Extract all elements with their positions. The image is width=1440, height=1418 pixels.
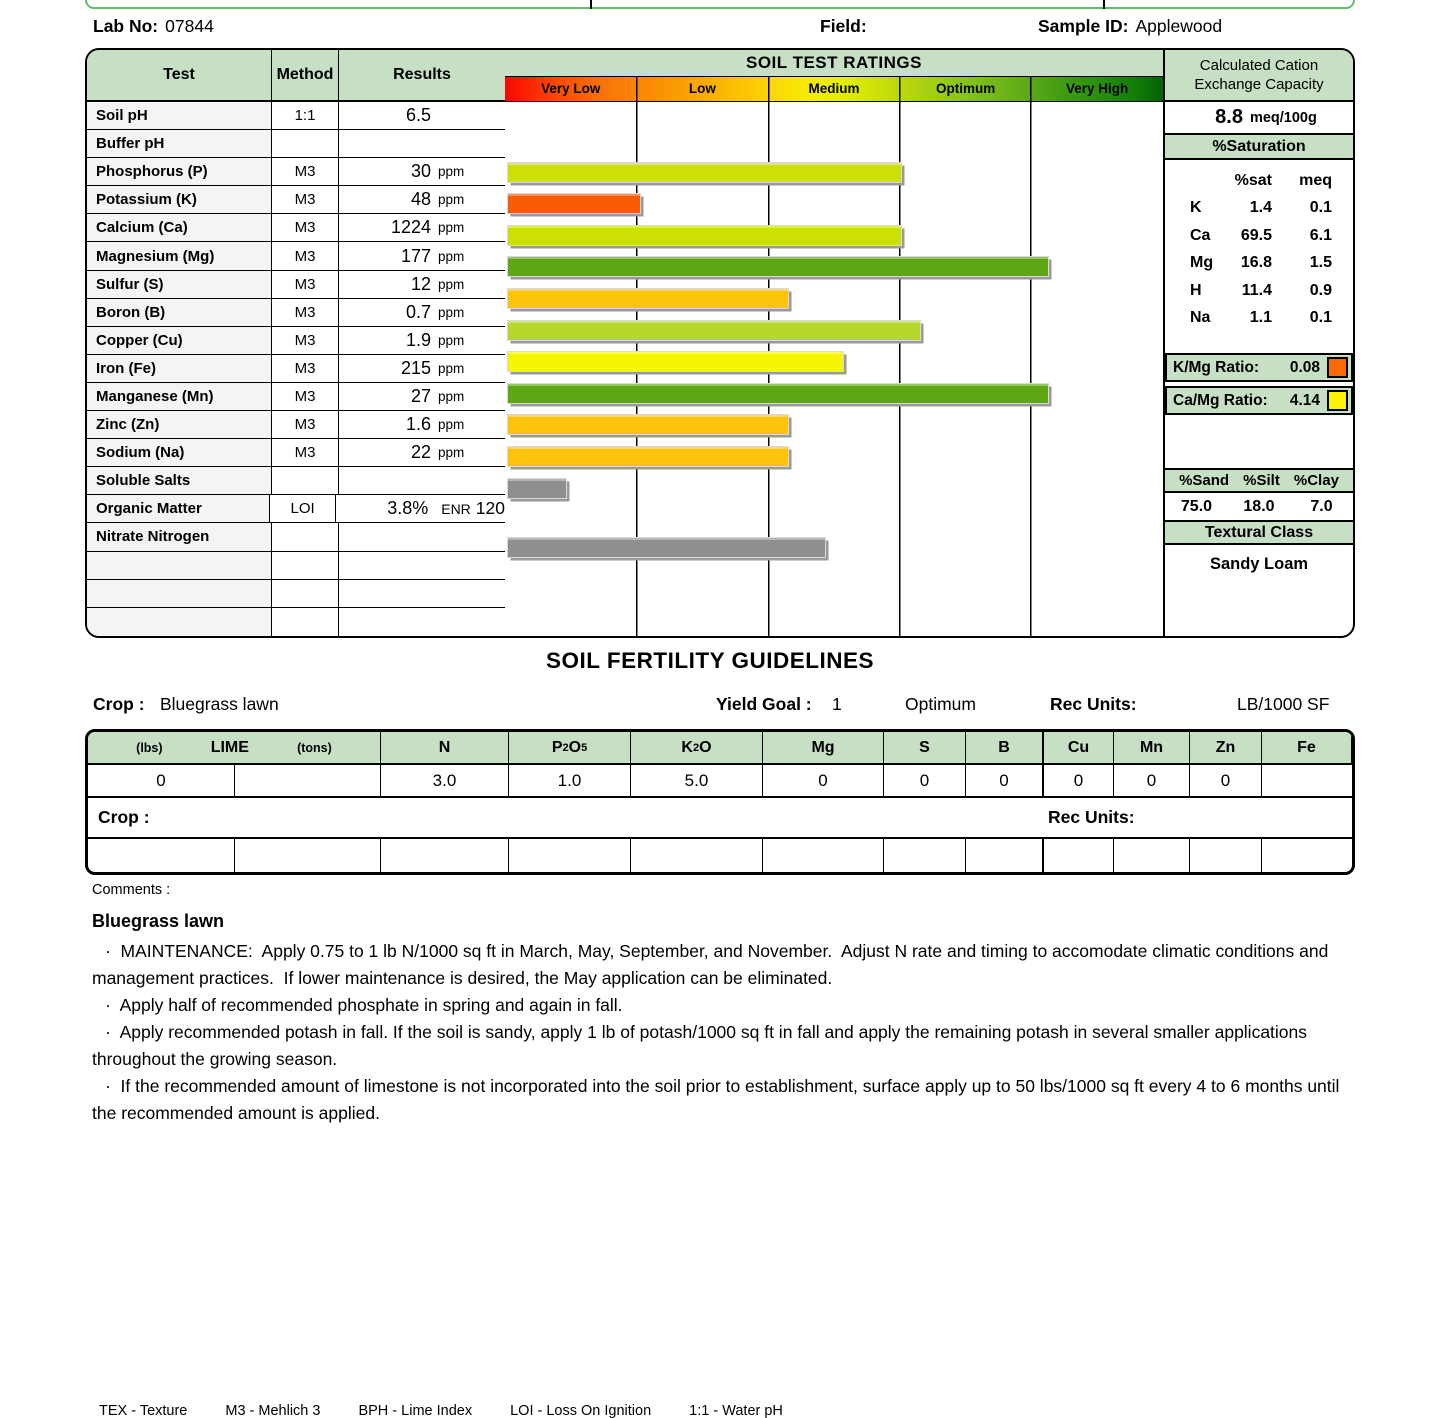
result-cell xyxy=(339,130,505,158)
cec-value: 8.8 xyxy=(1215,106,1243,128)
percent-saturation: 69.5 xyxy=(1240,226,1272,244)
comment-paragraph: · MAINTENANCE: Apply 0.75 to 1 lb N/1000 sq ft in March, May, September, and November. Adjust N rate and timing to accomodate climatic conditions and management practices. If lower maintenance is desired, the May application can be eliminated. xyxy=(92,941,1334,988)
rating-bar xyxy=(507,537,826,558)
result-unit: ppm xyxy=(438,276,465,292)
result-cell xyxy=(339,608,505,636)
guidelines-title: SOIL FERTILITY GUIDELINES xyxy=(546,648,874,673)
method-cell: M3 xyxy=(272,439,339,467)
rec-units-label: Rec Units: xyxy=(1050,694,1137,714)
rating-bar xyxy=(507,414,789,435)
element-symbol: K xyxy=(1190,199,1202,217)
result-cell xyxy=(339,271,505,299)
test-name-cell: Copper (Cu) xyxy=(87,327,272,355)
result-cell xyxy=(339,523,505,551)
previous-section-bottom-edge xyxy=(85,0,1355,9)
table-row xyxy=(87,102,505,130)
crop-label: Crop : xyxy=(93,694,145,714)
table-row xyxy=(87,523,505,551)
result-cell xyxy=(339,552,505,580)
yield-goal-label: Yield Goal : xyxy=(716,694,812,714)
test-name-cell: Magnesium (Mg) xyxy=(87,242,272,270)
rating-bar xyxy=(507,193,641,214)
result-cell xyxy=(339,327,505,355)
result-unit: ppm xyxy=(438,388,465,404)
recommendation-value-cell xyxy=(1262,765,1352,798)
test-name-cell: Sulfur (S) xyxy=(87,271,272,299)
field-label: Field: xyxy=(820,16,867,36)
table-row xyxy=(87,158,505,186)
test-name-cell: Organic Matter xyxy=(87,495,270,523)
yield-goal-value: 1 xyxy=(832,694,842,714)
comment-paragraph: · Apply half of recommended phosphate in spring and again in fall. xyxy=(105,995,623,1015)
table-row xyxy=(87,214,505,242)
mg-column-header: Mg xyxy=(763,732,884,765)
cec-value-row xyxy=(1165,102,1353,133)
test-name-cell xyxy=(87,580,272,608)
meq-value: 0.1 xyxy=(1309,309,1332,327)
result-value: 1224 xyxy=(390,217,431,238)
sat-col-header: %sat xyxy=(1234,171,1272,189)
camg-ratio-box xyxy=(1165,386,1353,415)
saturation-row xyxy=(1165,222,1353,250)
rating-bar xyxy=(507,256,1049,277)
table-row xyxy=(87,383,505,411)
result-value: 0.7 xyxy=(405,301,431,322)
method-cell: M3 xyxy=(272,186,339,214)
result-unit: ppm xyxy=(438,220,465,236)
result-value: 1.6 xyxy=(405,414,431,435)
kmg-ratio-label: K/Mg Ratio: xyxy=(1173,358,1260,376)
saturation-row xyxy=(1165,195,1353,223)
method-cell: M3 xyxy=(272,158,339,186)
rating-bar-row xyxy=(505,478,1163,506)
result-unit: ppm xyxy=(438,248,465,264)
table-row xyxy=(87,411,505,439)
recommendation-value-cell: 3.0 xyxy=(381,765,509,798)
mn-column-header: Mn xyxy=(1114,732,1190,765)
result-value: 27 xyxy=(410,385,431,406)
rating-bar xyxy=(507,288,789,309)
lime-label: LIME xyxy=(210,738,249,756)
sand-value: 75.0 xyxy=(1180,497,1213,515)
rating-bar-row xyxy=(505,193,1163,221)
soil-test-column-headers xyxy=(87,50,505,102)
method-cell: LOI xyxy=(270,495,336,523)
crop-info-line xyxy=(85,694,1355,720)
meq-value: 6.1 xyxy=(1309,226,1332,244)
rating-bar-row xyxy=(505,130,1163,158)
silt-value: 18.0 xyxy=(1243,497,1275,515)
recommendation-value-cell: 0 xyxy=(966,765,1043,798)
soil-test-left-columns xyxy=(87,50,505,636)
method-cell: M3 xyxy=(272,271,339,299)
divider-tick xyxy=(1103,0,1105,9)
rating-bar-row xyxy=(505,446,1163,474)
soil-test-ratings-column xyxy=(505,50,1165,636)
test-name-cell: Sodium (Na) xyxy=(87,439,272,467)
meq-col-header: meq xyxy=(1299,171,1332,189)
cu-column-header: Cu xyxy=(1043,732,1114,765)
lime-tons-label: (tons) xyxy=(297,740,332,755)
table-row xyxy=(87,130,505,158)
clay-label: %Clay xyxy=(1293,472,1339,489)
rating-bar-row xyxy=(505,351,1163,379)
texture-values xyxy=(1165,493,1353,520)
method-cell xyxy=(272,523,339,551)
rating-bar-row xyxy=(505,225,1163,253)
test-column-header: Test xyxy=(87,50,272,100)
rating-bar xyxy=(507,162,902,183)
element-symbol: Ca xyxy=(1190,226,1211,244)
abbreviation-legend xyxy=(99,1403,783,1418)
test-name-cell: Iron (Fe) xyxy=(87,355,272,383)
result-cell xyxy=(339,299,505,327)
test-name-cell xyxy=(87,608,272,636)
table-row xyxy=(87,467,505,495)
p2o5-column-header: P 2 O 5 xyxy=(509,732,631,765)
table-row xyxy=(87,580,505,608)
result-cell xyxy=(339,580,505,608)
b-column-header: B xyxy=(966,732,1043,765)
result-value: 22 xyxy=(410,442,431,463)
percent-saturation: 16.8 xyxy=(1240,254,1272,272)
saturation-table xyxy=(1165,160,1353,353)
camg-ratio-label: Ca/Mg Ratio: xyxy=(1173,391,1268,409)
rating-bar-row xyxy=(505,594,1163,622)
fe-column-header: Fe xyxy=(1262,732,1352,765)
recommendation-value-cell xyxy=(235,765,381,798)
rating-bar-row xyxy=(505,162,1163,190)
enr-label: ENR xyxy=(441,500,471,517)
cec-unit: meq/100g xyxy=(1249,109,1317,126)
silt-label: %Silt xyxy=(1243,472,1280,489)
comments-paragraphs xyxy=(92,938,1368,1127)
result-value: 48 xyxy=(410,189,431,210)
result-cell xyxy=(339,467,505,495)
percent-saturation: 1.4 xyxy=(1249,199,1272,217)
rating-bar-row xyxy=(505,320,1163,348)
table-row xyxy=(87,242,505,270)
divider-tick xyxy=(590,0,592,9)
cec-panel xyxy=(1165,50,1353,636)
comments-crop-heading: Bluegrass lawn xyxy=(92,911,225,931)
test-name-cell: Soil pH xyxy=(87,102,272,130)
result-cell xyxy=(336,495,505,523)
k2o-column-header: K 2 O xyxy=(631,732,763,765)
element-symbol: Na xyxy=(1190,309,1211,327)
textural-class-value: Sandy Loam xyxy=(1209,555,1309,573)
result-cell xyxy=(339,411,505,439)
second-crop-row xyxy=(88,798,1352,839)
result-value: 177 xyxy=(400,245,431,266)
rec-units-value: LB/1000 SF xyxy=(1237,694,1330,714)
sample-id-value: Applewood xyxy=(1135,16,1223,36)
result-value: 215 xyxy=(400,357,431,378)
scale-label: Very Low xyxy=(541,81,601,96)
test-name-cell: Soluble Salts xyxy=(87,467,272,495)
enr-value: 120 xyxy=(475,498,505,519)
method-cell: M3 xyxy=(272,383,339,411)
scale-label: Low xyxy=(688,81,716,96)
legend-item: BPH - Lime Index xyxy=(358,1403,473,1418)
method-column-header: Method xyxy=(272,50,339,100)
method-cell xyxy=(272,608,339,636)
rating-bar-row xyxy=(505,622,1163,638)
test-name-cell: Zinc (Zn) xyxy=(87,411,272,439)
rating-bar-row xyxy=(505,102,1163,130)
rating-bar xyxy=(507,225,902,246)
legend-item: LOI - Loss On Ignition xyxy=(510,1403,652,1418)
saturation-title: %Saturation xyxy=(1165,133,1353,160)
rating-bar xyxy=(507,383,1049,404)
textural-class-header: Textural Class xyxy=(1165,520,1353,545)
percent-saturation: 11.4 xyxy=(1241,281,1272,299)
result-unit: ppm xyxy=(438,445,465,461)
result-value: 3.8% xyxy=(387,498,429,519)
comment-paragraph: · Apply recommended potash in fall. If the soil is sandy, apply 1 lb of potash/1000 sq ft in fall and apply the remaining potash in several smaller applications throughout the growing season. xyxy=(92,1022,1312,1069)
meq-value: 0.1 xyxy=(1309,199,1332,217)
sand-label: %Sand xyxy=(1179,472,1230,489)
n-column-header: N xyxy=(381,732,509,765)
meq-value: 1.5 xyxy=(1309,254,1332,272)
method-cell: M3 xyxy=(272,299,339,327)
recommendation-value-cell: 1.0 xyxy=(509,765,631,798)
recommendation-value-cell: 0 xyxy=(88,765,235,798)
lime-lbs-label: (lbs) xyxy=(136,740,163,755)
table-row xyxy=(87,299,505,327)
table-row xyxy=(87,271,505,299)
saturation-row xyxy=(1165,277,1353,305)
camg-swatch xyxy=(1327,390,1348,411)
kmg-swatch xyxy=(1327,357,1348,378)
recommendation-value-cell: 0 xyxy=(884,765,966,798)
legend-item: TEX - Texture xyxy=(99,1403,188,1418)
result-unit: ppm xyxy=(438,304,465,320)
test-name-cell: Nitrate Nitrogen xyxy=(87,523,272,551)
test-name-cell: Phosphorus (P) xyxy=(87,158,272,186)
result-unit: ppm xyxy=(438,164,465,180)
rating-bar xyxy=(507,351,844,372)
meq-value: 0.9 xyxy=(1309,281,1332,299)
result-cell xyxy=(339,214,505,242)
comment-paragraph: · If the recommended amount of limestone is not incorporated into the soil prior to establishment, surface apply up to 50 lbs/1000 sq ft every 4 to 6 months until the recommended amount is applied. xyxy=(92,1076,1345,1123)
rating-bar-row xyxy=(505,565,1163,593)
method-cell: M3 xyxy=(272,355,339,383)
rating-bar xyxy=(507,478,567,499)
test-name-cell: Boron (B) xyxy=(87,299,272,327)
result-value: 12 xyxy=(410,273,431,294)
cec-header-line1: Calculated Cation xyxy=(1199,57,1319,74)
sample-info-row xyxy=(0,16,1440,42)
table-row xyxy=(87,608,505,636)
result-value: 1.9 xyxy=(405,329,431,350)
test-name-cell xyxy=(87,552,272,580)
method-cell xyxy=(272,130,339,158)
result-value: 30 xyxy=(410,161,431,182)
table-row xyxy=(87,552,505,580)
legend-item: 1:1 - Water pH xyxy=(689,1403,783,1418)
method-cell: M3 xyxy=(272,411,339,439)
result-value: 6.5 xyxy=(405,105,431,126)
saturation-row xyxy=(1165,305,1353,333)
field xyxy=(820,16,867,37)
test-name-cell: Manganese (Mn) xyxy=(87,383,272,411)
result-cell xyxy=(339,355,505,383)
result-cell xyxy=(339,439,505,467)
comments-block xyxy=(92,908,1368,1127)
rating-bar-row xyxy=(505,537,1163,565)
rating-bar-row xyxy=(505,414,1163,442)
result-cell xyxy=(339,102,505,130)
percent-saturation: 1.1 xyxy=(1249,309,1272,327)
result-unit: ppm xyxy=(438,332,465,348)
result-cell xyxy=(339,242,505,270)
result-cell xyxy=(339,186,505,214)
sample-id-label: Sample ID: xyxy=(1038,16,1129,36)
method-cell xyxy=(272,552,339,580)
results-column-header: Results xyxy=(339,50,505,100)
saturation-row xyxy=(1165,250,1353,278)
ratings-title: SOIL TEST RATINGS xyxy=(505,50,1163,77)
method-cell: M3 xyxy=(272,214,339,242)
ratings-chart-area xyxy=(505,102,1163,638)
result-cell xyxy=(339,383,505,411)
comments-label: Comments : xyxy=(92,882,171,898)
rating-bar-row xyxy=(505,288,1163,316)
s-column-header: S xyxy=(884,732,966,765)
result-unit: ppm xyxy=(438,192,465,208)
recommendation-value-cell: 0 xyxy=(763,765,884,798)
ratings-header xyxy=(505,50,1163,102)
rating-bar-row xyxy=(505,506,1163,534)
element-symbol: H xyxy=(1190,281,1202,299)
method-cell xyxy=(272,580,339,608)
cec-header-line2: Exchange Capacity xyxy=(1194,76,1324,93)
cec-panel-header xyxy=(1165,50,1353,102)
sample-id xyxy=(1038,16,1222,37)
ratings-scale xyxy=(505,77,1163,101)
method-cell: M3 xyxy=(272,327,339,355)
scale-label: Very High xyxy=(1066,81,1129,96)
yield-qualifier: Optimum xyxy=(905,694,976,714)
test-name-cell: Buffer pH xyxy=(87,130,272,158)
table-row xyxy=(87,327,505,355)
test-name-cell: Potassium (K) xyxy=(87,186,272,214)
lab-no-label: Lab No: xyxy=(93,16,159,36)
zn-column-header: Zn xyxy=(1190,732,1262,765)
recommendation-value-cell: 0 xyxy=(1190,765,1262,798)
soil-test-rows xyxy=(87,102,505,636)
camg-ratio-value: 4.14 xyxy=(1289,391,1320,409)
table-row xyxy=(87,355,505,383)
table-row xyxy=(87,439,505,467)
fertility-guidelines-table xyxy=(85,729,1355,875)
soil-test-table xyxy=(85,48,1355,638)
rating-bar-row xyxy=(505,256,1163,284)
method-cell xyxy=(272,467,339,495)
element-symbol: Mg xyxy=(1190,254,1214,272)
panel-spacer xyxy=(1165,419,1353,468)
table-row xyxy=(87,186,505,214)
kmg-ratio-value: 0.08 xyxy=(1289,358,1320,376)
lab-no-value: 07844 xyxy=(165,16,214,36)
saturation-header-row xyxy=(1165,167,1353,195)
texture-header xyxy=(1165,468,1353,493)
recommendation-value-cell: 0 xyxy=(1114,765,1190,798)
rating-bar-row xyxy=(505,383,1163,411)
result-unit: ppm xyxy=(438,417,465,433)
result-cell xyxy=(339,158,505,186)
rating-bar xyxy=(507,446,789,467)
saturation-rows xyxy=(1165,195,1353,333)
scale-label: Medium xyxy=(808,81,860,96)
kmg-ratio-box xyxy=(1165,353,1353,382)
method-cell: M3 xyxy=(272,242,339,270)
clay-value: 7.0 xyxy=(1310,497,1333,515)
crop-value: Bluegrass lawn xyxy=(160,694,279,714)
scale-label: Optimum xyxy=(935,81,996,96)
lime-column-header xyxy=(88,732,381,765)
test-name-cell: Calcium (Ca) xyxy=(87,214,272,242)
lab-no xyxy=(93,16,214,37)
recommendation-value-cell: 5.0 xyxy=(631,765,763,798)
recommendation-value-cell: 0 xyxy=(1043,765,1114,798)
result-unit: ppm xyxy=(438,360,465,376)
rating-bar xyxy=(507,320,921,341)
method-cell: 1:1 xyxy=(272,102,339,130)
crop2-label: Crop : xyxy=(98,807,150,827)
legend-item: M3 - Mehlich 3 xyxy=(225,1403,321,1418)
table-row xyxy=(87,495,505,523)
rec-units2-label: Rec Units: xyxy=(1048,807,1135,827)
